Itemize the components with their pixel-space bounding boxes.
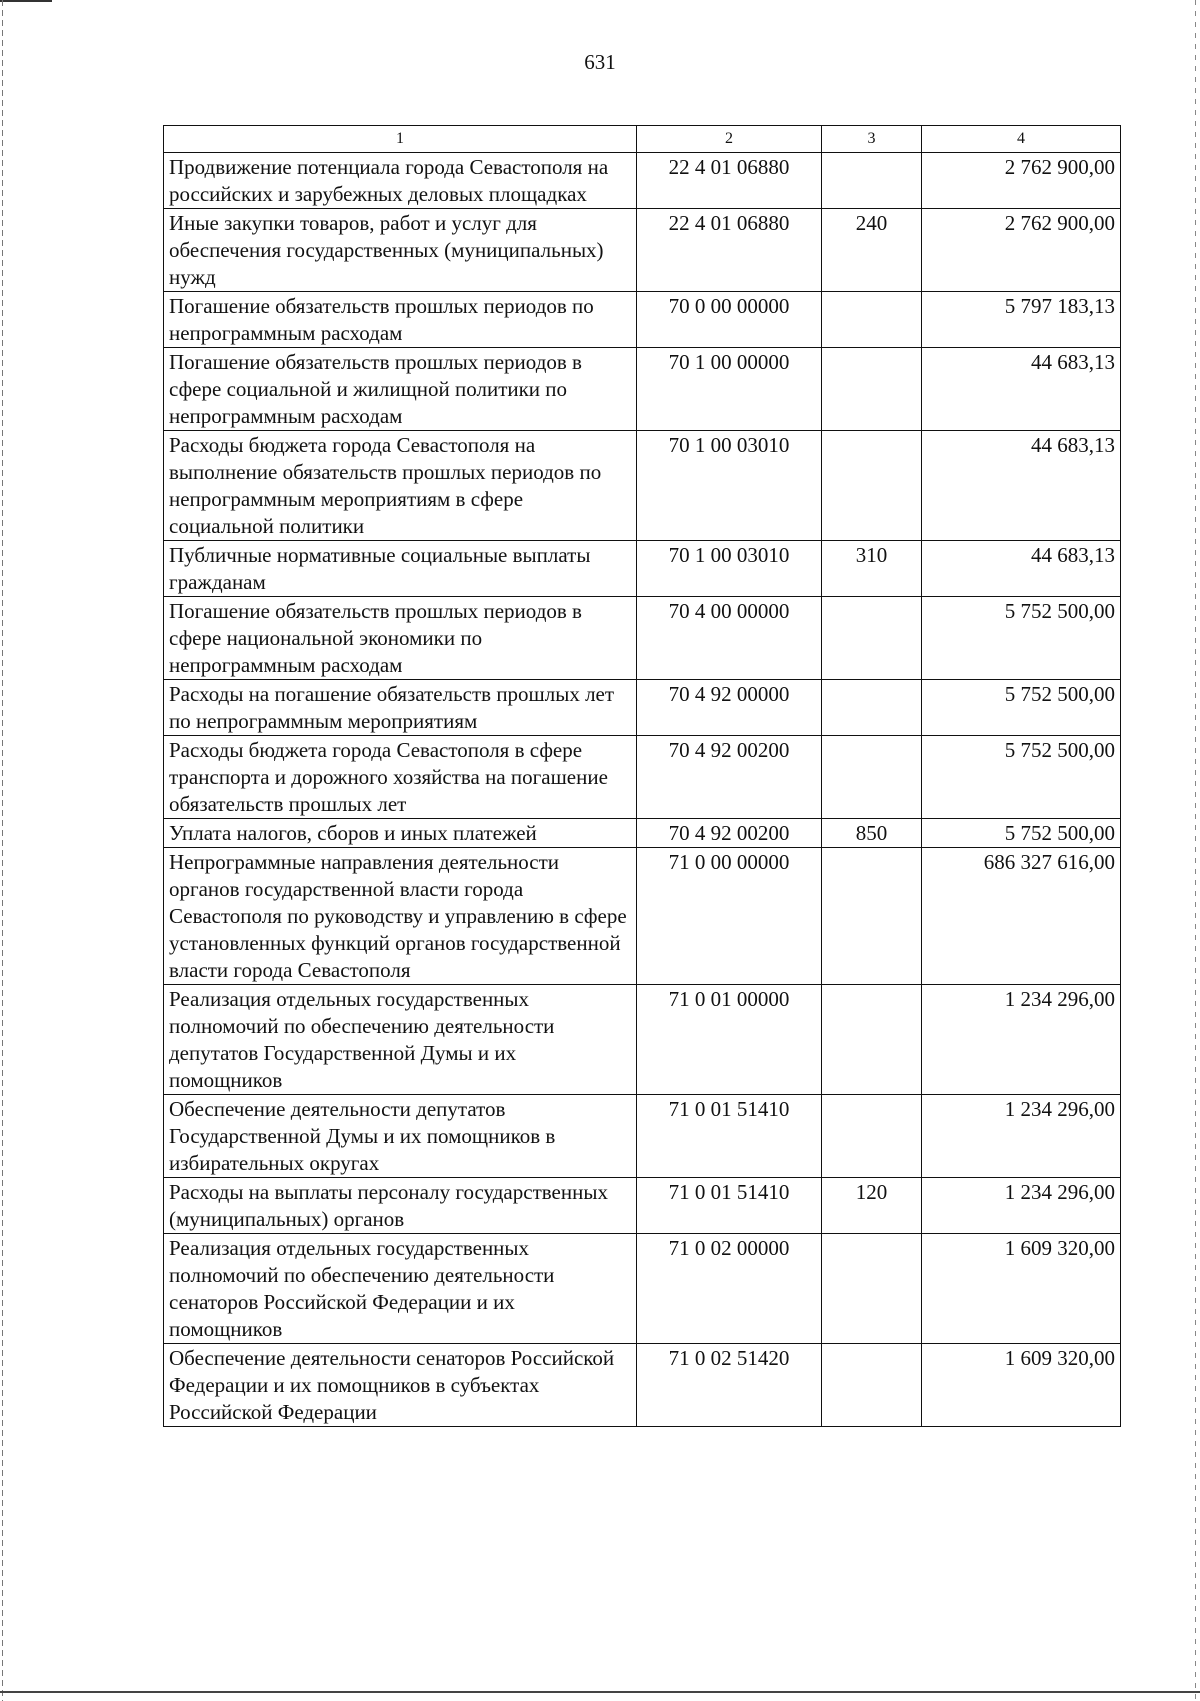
row-type: 310 [822,541,922,597]
row-code: 71 0 02 00000 [637,1234,822,1344]
row-type [822,153,922,209]
row-amount: 5 752 500,00 [922,736,1121,819]
row-type [822,680,922,736]
row-code: 71 0 01 51410 [637,1095,822,1178]
row-name: Расходы на выплаты персоналу государственных (муниципальных) органов [164,1178,637,1234]
row-amount: 1 234 296,00 [922,985,1121,1095]
row-type [822,292,922,348]
row-name: Расходы бюджета города Севастополя на выполнение обязательств прошлых периодов по непрограммным мероприятиям в сфере социальной политики [164,431,637,541]
row-name: Продвижение потенциала города Севастополя на российских и зарубежных деловых площадках [164,153,637,209]
row-name: Непрограммные направления деятельности органов государственной власти города Севастополя по руководству и управлению в сфере установленных функций органов государственной власти города Севастополя [164,848,637,985]
table-header [164,126,1121,153]
row-code: 70 4 92 00200 [637,819,822,848]
row-amount: 5 752 500,00 [922,819,1121,848]
scan-edge-top [0,0,52,2]
row-type [822,848,922,985]
row-name: Погашение обязательств прошлых периодов по непрограммным расходам [164,292,637,348]
table-row [164,1344,1121,1427]
row-amount: 5 752 500,00 [922,680,1121,736]
row-amount: 686 327 616,00 [922,848,1121,985]
row-amount: 1 234 296,00 [922,1178,1121,1234]
row-name: Уплата налогов, сборов и иных платежей [164,819,637,848]
row-type [822,1344,922,1427]
row-type: 120 [822,1178,922,1234]
table-row [164,1234,1121,1344]
page-number: 631 [584,50,616,74]
row-type: 850 [822,819,922,848]
table-row [164,209,1121,292]
table-row [164,1178,1121,1234]
header-col-3: 3 [822,126,922,153]
row-type [822,736,922,819]
row-amount: 1 609 320,00 [922,1234,1121,1344]
row-name: Обеспечение деятельности сенаторов Российской Федерации и их помощников в субъектах Российской Федерации [164,1344,637,1427]
row-amount: 5 752 500,00 [922,597,1121,680]
table-row [164,819,1121,848]
row-amount: 44 683,13 [922,541,1121,597]
row-amount: 5 797 183,13 [922,292,1121,348]
table-row [164,292,1121,348]
row-type [822,348,922,431]
row-name: Погашение обязательств прошлых периодов в сфере социальной и жилищной политики по непрограммным расходам [164,348,637,431]
header-col-2: 2 [637,126,822,153]
table-row [164,848,1121,985]
budget-table [163,125,1121,1427]
row-code: 70 1 00 03010 [637,431,822,541]
row-code: 70 1 00 00000 [637,348,822,431]
table-body [164,153,1121,1427]
row-type [822,1234,922,1344]
row-code: 22 4 01 06880 [637,153,822,209]
row-name: Реализация отдельных государственных полномочий по обеспечению деятельности депутатов Государственной Думы и их помощников [164,985,637,1095]
header-col-4: 4 [922,126,1121,153]
row-name: Погашение обязательств прошлых периодов в сфере национальной экономики по непрограммным расходам [164,597,637,680]
table-row [164,736,1121,819]
row-code: 70 4 92 00200 [637,736,822,819]
row-type [822,985,922,1095]
row-amount: 2 762 900,00 [922,209,1121,292]
header-col-1: 1 [164,126,637,153]
row-amount: 1 609 320,00 [922,1344,1121,1427]
row-code: 71 0 01 00000 [637,985,822,1095]
table-row [164,348,1121,431]
row-name: Иные закупки товаров, работ и услуг для обеспечения государственных (муниципальных) нужд [164,209,637,292]
row-type [822,597,922,680]
scan-edge-left [2,0,3,1701]
scan-edge-bottom [0,1691,1200,1693]
table-row [164,680,1121,736]
row-name: Обеспечение деятельности депутатов Государственной Думы и их помощников в избирательных округах [164,1095,637,1178]
table-row [164,1095,1121,1178]
row-name: Расходы бюджета города Севастополя в сфере транспорта и дорожного хозяйства на погашение обязательств прошлых лет [164,736,637,819]
table-row [164,431,1121,541]
row-code: 70 1 00 03010 [637,541,822,597]
row-name: Расходы на погашение обязательств прошлых лет по непрограммным мероприятиям [164,680,637,736]
row-type: 240 [822,209,922,292]
table-row [164,597,1121,680]
scan-edge-right [1195,0,1196,1701]
row-type [822,431,922,541]
row-code: 71 0 01 51410 [637,1178,822,1234]
row-code: 70 4 92 00000 [637,680,822,736]
row-code: 70 4 00 00000 [637,597,822,680]
row-name: Реализация отдельных государственных полномочий по обеспечению деятельности сенаторов Российской Федерации и их помощников [164,1234,637,1344]
row-amount: 2 762 900,00 [922,153,1121,209]
row-code: 71 0 00 00000 [637,848,822,985]
row-code: 70 0 00 00000 [637,292,822,348]
header-row [164,126,1121,153]
table-row [164,541,1121,597]
row-type [822,1095,922,1178]
row-code: 71 0 02 51420 [637,1344,822,1427]
row-amount: 1 234 296,00 [922,1095,1121,1178]
row-name: Публичные нормативные социальные выплаты гражданам [164,541,637,597]
table-row [164,985,1121,1095]
row-amount: 44 683,13 [922,431,1121,541]
row-code: 22 4 01 06880 [637,209,822,292]
row-amount: 44 683,13 [922,348,1121,431]
table-row [164,153,1121,209]
